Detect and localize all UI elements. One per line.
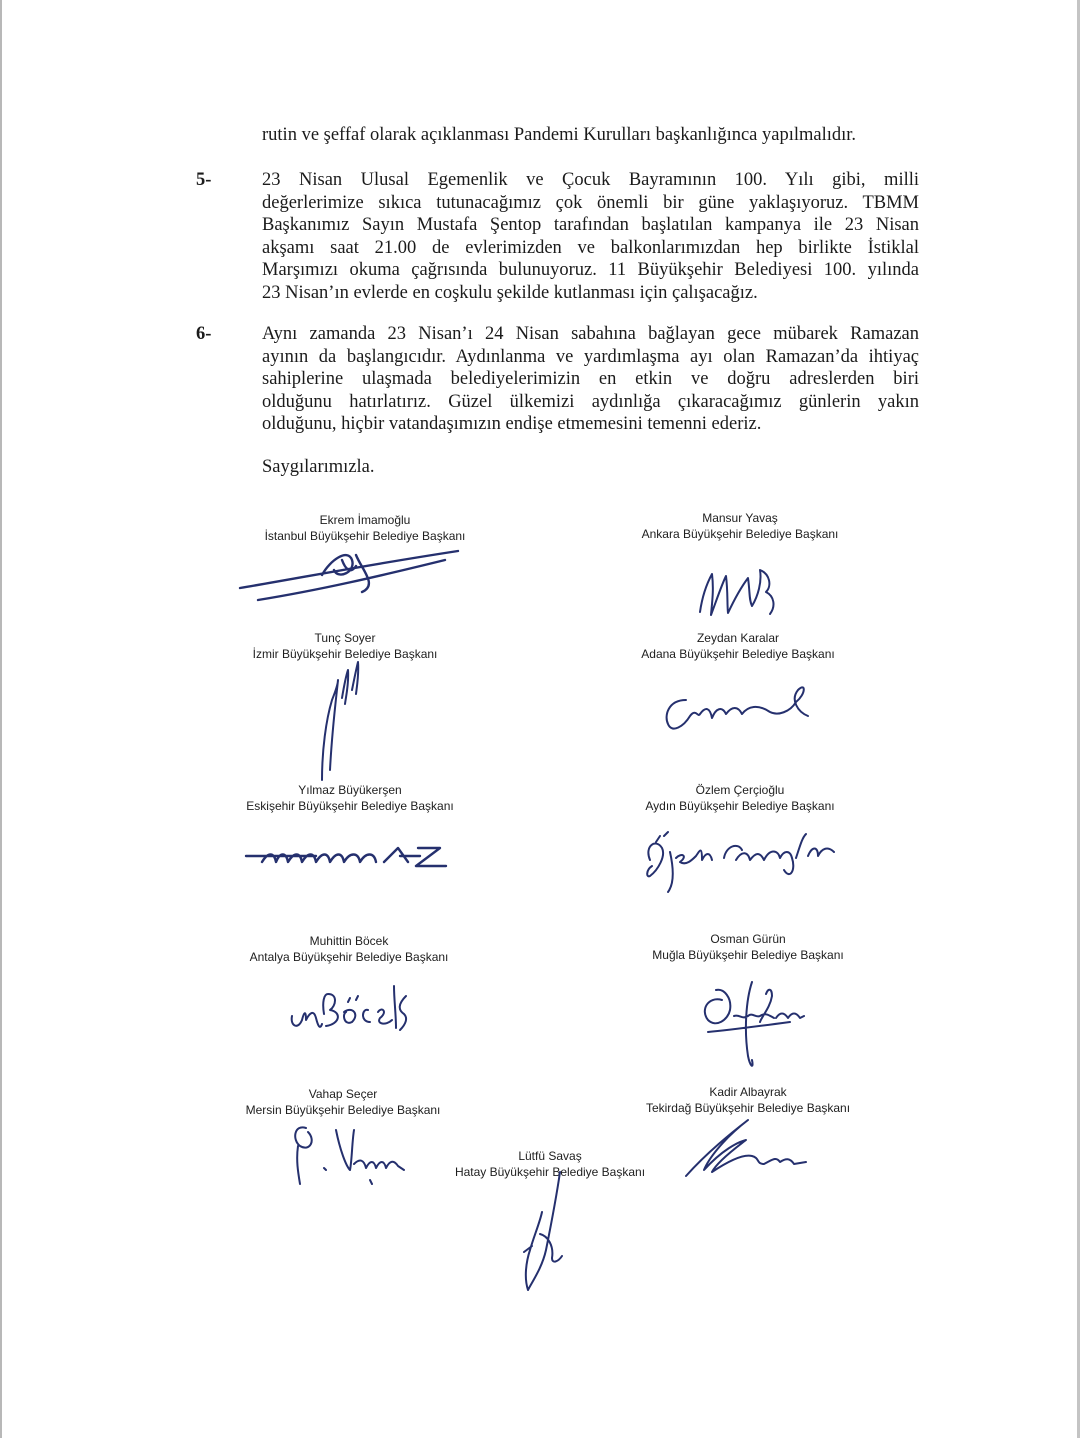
signatory-title: Muğla Büyükşehir Belediye Başkanı — [652, 947, 844, 962]
text-line: 23 Nisan’ın evlerde en coşkulu şekilde kutlanması için çalışacağız. — [262, 282, 758, 303]
signatory-title: Tekirdağ Büyükşehir Belediye Başkanı — [645, 1100, 851, 1115]
signatory-name: Vahap Seçer — [308, 1087, 378, 1101]
text-line: değerlerimize sıkıca tutunacağımız çok önemli bir güne yaklaşıyoruz. TBMM — [262, 192, 919, 213]
text-line: Aynı zamanda 23 Nisan’ı 24 Nisan sabahına bağlayan gece mübarek Ramazan — [262, 324, 919, 344]
signature-mugla — [705, 982, 804, 1066]
text-line: sahiplerine ulaşmada belediyelerimizin en etkin ve doğru adreslerden biri — [262, 369, 919, 390]
signatory-name: Osman Gürün — [710, 932, 786, 946]
signatory-title: Antalya Büyükşehir Belediye Başkanı — [249, 949, 449, 964]
signatory-name: Muhittin Böcek — [309, 934, 389, 948]
signature-eskisehir — [246, 848, 446, 866]
signature-izmir — [322, 662, 358, 780]
item-number-6: 6- — [196, 324, 212, 344]
signatory-title: Eskişehir Büyükşehir Belediye Başkanı — [246, 798, 454, 813]
text-line: ayının da başlangıcıdır. Aydınlanma ve yardımlaşma ayı olan Ramazan’da ihtiyaç — [262, 346, 919, 367]
signatory-title: Mersin Büyükşehir Belediye Başkanı — [245, 1102, 441, 1117]
signature-hatay — [524, 1172, 562, 1290]
closing-salutation: Saygılarımızla. — [262, 457, 375, 477]
signatory-title: İstanbul Büyükşehir Belediye Başkanı — [264, 528, 466, 543]
signature-adana — [667, 687, 808, 728]
signatory-title: Adana Büyükşehir Belediye Başkanı — [641, 646, 835, 661]
signatory-title: Ankara Büyükşehir Belediye Başkanı — [641, 526, 839, 541]
item-number-5: 5- — [196, 170, 212, 190]
signatory-name: Zeydan Karalar — [696, 631, 780, 645]
signatory-name: Tunç Soyer — [314, 631, 376, 645]
signature-istanbul — [240, 551, 458, 600]
signatory-title: İzmir Büyükşehir Belediye Başkanı — [252, 646, 438, 661]
signatory-name: Özlem Çerçioğlu — [695, 783, 785, 797]
signature-tekirdag — [686, 1120, 806, 1176]
signatory-name: Mansur Yavaş — [702, 511, 778, 525]
text-line: Marşımızı okuma çağrısında bulunuyoruz. 11 Büyükşehir Belediyesi 100. yılında — [262, 260, 919, 281]
signatory-title: Aydın Büyükşehir Belediye Başkanı — [645, 798, 835, 813]
text-line: akşamı saat 21.00 de evlerimizden ve balkonlarımızdan hep birlikte İstiklal — [262, 237, 919, 258]
text-line: olduğunu hatırlatırız. Güzel ülkemizi aydınlığa çıkaracağımız günlerin yakın — [262, 391, 919, 412]
text-line: Başkanımız Sayın Mustafa Şentop tarafından başlatılan kampanya ile 23 Nisan — [262, 215, 919, 236]
signature-aydin — [647, 832, 834, 892]
signatory-name: Lütfü Savaş — [518, 1149, 582, 1163]
signatory-name: Kadir Albayrak — [709, 1085, 787, 1099]
signatory-title: Hatay Büyükşehir Belediye Başkanı — [454, 1164, 646, 1179]
signature-antalya — [292, 986, 406, 1030]
signatory-name: Yılmaz Büyükerşen — [298, 783, 402, 797]
text-line: rutin ve şeffaf olarak açıklanması Pandemi Kurulları başkanlığınca yapılmalıdır. — [262, 125, 857, 145]
signature-mersin — [295, 1127, 404, 1184]
text-line: olduğunu, hiçbir vatandaşımızın endişe etmemesini temenni ederiz. — [262, 414, 762, 435]
text-line: 23 Nisan Ulusal Egemenlik ve Çocuk Bayramının 100. Yılı gibi, milli — [262, 170, 919, 190]
signature-ankara — [700, 570, 773, 615]
signatory-name: Ekrem İmamoğlu — [319, 513, 411, 527]
